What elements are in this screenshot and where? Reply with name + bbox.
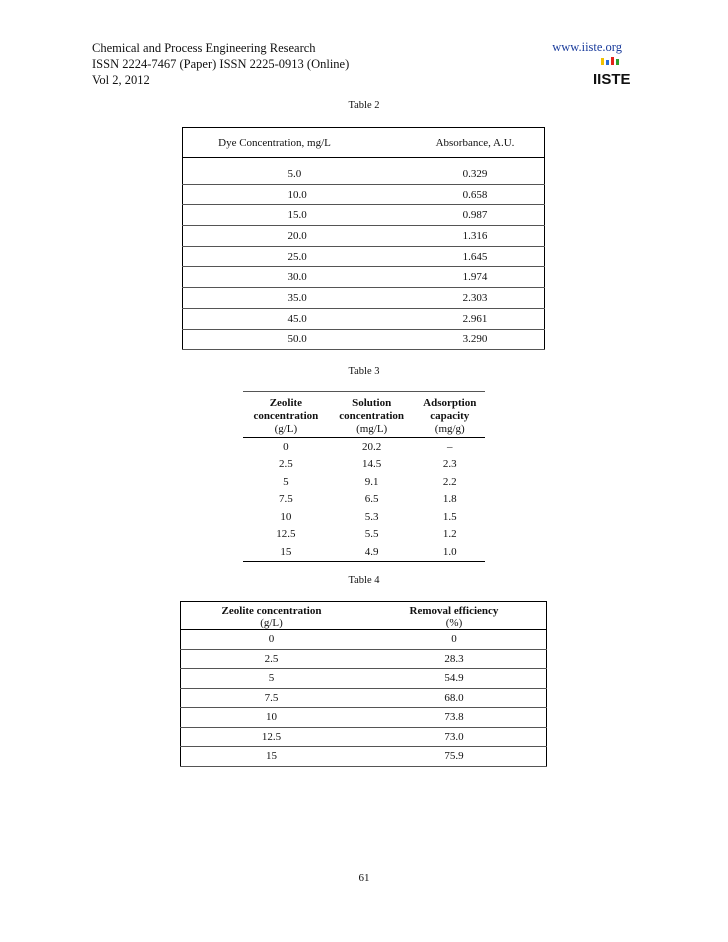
table-cell: 10.0 <box>183 184 407 205</box>
table-row <box>183 246 545 267</box>
iiste-logo <box>592 57 631 88</box>
table-cell: 20.2 <box>362 440 382 453</box>
table-cell: 68.0 <box>362 688 547 708</box>
table-cell: 54.9 <box>362 669 547 689</box>
table-cell: 45.0 <box>183 308 407 329</box>
table3-header-capacity: Adsorption capacity <box>423 397 477 422</box>
table4-unit: (g/L) <box>181 617 363 630</box>
table2-header-absorbance: Absorbance, A.U. <box>435 136 515 149</box>
table4-caption: Table 4 <box>348 575 380 586</box>
table-cell: 5.0 <box>183 164 407 184</box>
table2-header-concentration: Dye Concentration, mg/L <box>218 136 331 149</box>
table-row <box>181 727 547 747</box>
table-row <box>243 491 485 509</box>
table-row <box>181 747 547 767</box>
table3-header-zeolite: Zeolite concentration <box>253 397 319 422</box>
table-cell: 0 <box>283 440 289 453</box>
table-row <box>181 708 547 728</box>
table2-caption: Table 2 <box>348 100 380 111</box>
table-cell: 14.5 <box>362 458 382 471</box>
table-cell: 0.329 <box>406 164 545 184</box>
table-cell: 3.290 <box>406 329 545 350</box>
table-cell: 75.9 <box>362 747 547 767</box>
table-row <box>183 205 545 226</box>
table-cell: 9.1 <box>364 475 379 488</box>
table-cell: 0.987 <box>406 205 545 226</box>
table-cell: 2.2 <box>442 475 457 488</box>
svg-text:IISTE: IISTE <box>593 71 631 88</box>
table-cell: 1.645 <box>406 246 545 267</box>
table-cell: 10 <box>280 510 292 523</box>
table-row <box>183 164 545 184</box>
table-row <box>181 669 547 689</box>
table4 <box>180 601 547 767</box>
table-cell: 30.0 <box>183 267 407 288</box>
table-cell: 1.8 <box>442 493 457 506</box>
journal-title: Chemical and Process Engineering Research <box>92 41 316 55</box>
table-cell: 2.5 <box>279 458 293 471</box>
table-cell: 15 <box>280 545 292 558</box>
table-row <box>183 288 545 309</box>
table-row <box>181 649 547 669</box>
table-row <box>183 184 545 205</box>
table-cell: – <box>447 440 453 453</box>
table-row <box>181 688 547 708</box>
volume-line: Vol 2, 2012 <box>92 73 150 87</box>
table-cell: 10 <box>181 708 363 728</box>
table-cell: 73.8 <box>362 708 547 728</box>
table-cell: 50.0 <box>183 329 407 350</box>
table-cell: 1.0 <box>442 545 457 558</box>
table3-header-solution: Solution concentration <box>339 397 405 422</box>
table-cell: 5.5 <box>364 528 379 541</box>
table2 <box>182 127 545 350</box>
table3-unit: (mg/g) <box>415 423 485 438</box>
journal-url-link[interactable]: www.iiste.org <box>552 40 622 54</box>
table-cell: 1.316 <box>406 226 545 247</box>
table-row <box>183 267 545 288</box>
table-cell: 2.303 <box>406 288 545 309</box>
table-cell: 7.5 <box>181 688 363 708</box>
table-cell: 2.3 <box>442 458 457 471</box>
table-row <box>243 473 485 491</box>
table-cell: 1.974 <box>406 267 545 288</box>
table3 <box>243 391 485 562</box>
table-cell: 5 <box>283 475 289 488</box>
table-row <box>183 226 545 247</box>
table-cell: 0 <box>181 630 363 650</box>
table-cell: 2.961 <box>406 308 545 329</box>
table-cell: 15.0 <box>183 205 407 226</box>
table-row <box>243 526 485 544</box>
table-row <box>183 308 545 329</box>
table-cell: 2.5 <box>181 649 363 669</box>
table-cell: 0 <box>362 630 547 650</box>
page-number: 61 <box>358 872 370 884</box>
table-row <box>243 508 485 526</box>
table-cell: 6.5 <box>364 493 379 506</box>
table-cell: 5 <box>181 669 363 689</box>
table-cell: 25.0 <box>183 246 407 267</box>
table-row <box>243 456 485 474</box>
table-row <box>243 438 485 456</box>
table-cell: 1.2 <box>442 528 457 541</box>
table-cell: 12.5 <box>181 727 363 747</box>
table-row <box>243 543 485 561</box>
table-cell: 15 <box>181 747 363 767</box>
table-cell: 28.3 <box>362 649 547 669</box>
table3-unit: (g/L) <box>243 423 329 438</box>
table3-caption: Table 3 <box>348 366 380 377</box>
table-cell: 7.5 <box>279 493 293 506</box>
table-cell: 4.9 <box>364 545 379 558</box>
table-cell: 12.5 <box>276 528 296 541</box>
table4-unit: (%) <box>362 617 547 630</box>
table-cell: 35.0 <box>183 288 407 309</box>
table-cell: 5.3 <box>364 510 379 523</box>
table-row <box>181 630 547 650</box>
table-cell: 1.5 <box>442 510 457 523</box>
table-cell: 20.0 <box>183 226 407 247</box>
table-cell: 73.0 <box>362 727 547 747</box>
issn-line: ISSN 2224-7467 (Paper) ISSN 2225-0913 (Online) <box>92 57 350 71</box>
table-cell: 0.658 <box>406 184 545 205</box>
table-row <box>183 329 545 350</box>
table4-header-zeolite: Zeolite concentration <box>221 605 322 617</box>
table3-unit: (mg/L) <box>329 423 415 438</box>
table4-header-removal: Removal efficiency <box>409 605 499 617</box>
